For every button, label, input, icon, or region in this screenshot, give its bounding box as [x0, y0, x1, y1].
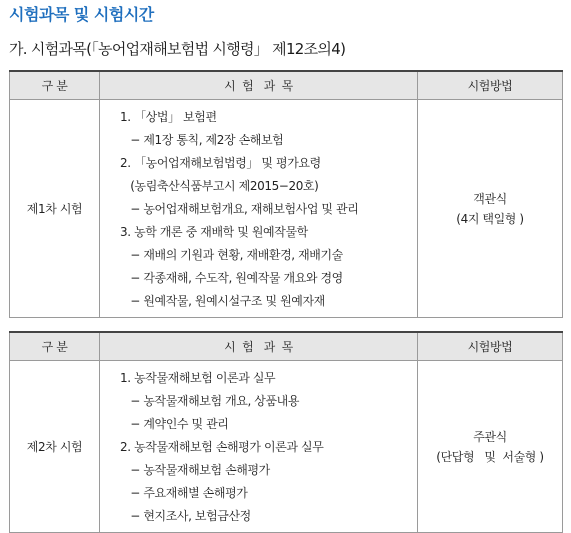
list-item: 2. 농작물재해보험 손해평가 이론과 실무	[120, 440, 324, 454]
method-detail: (4지 택일형 )	[456, 211, 524, 226]
list-item: − 현지조사, 보험금산정	[120, 509, 251, 523]
list-item: 1. 「상법」 보험편	[120, 110, 217, 124]
list-item: − 농어업재해보험개요, 재해보험사업 및 관리	[120, 202, 359, 216]
header-method: 시험방법	[418, 332, 563, 361]
method-cell	[418, 361, 563, 533]
method-cell	[418, 100, 563, 318]
subject-cell	[100, 100, 418, 318]
method-type: 객관식	[473, 191, 507, 206]
section-title: 가. 시험과목(「농어업재해보험법 시행령」 제12조의4)	[9, 40, 346, 58]
subject-list	[100, 100, 417, 317]
method-detail: (단답형 및 서술형 )	[436, 449, 544, 464]
header-subjects: 시 험 과 목	[100, 71, 418, 100]
table-header-row	[10, 332, 563, 361]
page-title: 시험과목 및 시험시간	[9, 5, 154, 24]
table-header-row	[10, 71, 563, 100]
list-item: − 계약인수 및 관리	[120, 417, 229, 431]
subject-list	[100, 361, 417, 532]
list-item: − 농작물재해보험 개요, 상품내용	[120, 394, 300, 408]
list-item: − 각종재해, 수도작, 원예작물 개요와 경영	[120, 271, 343, 285]
header-method: 시험방법	[418, 71, 563, 100]
list-item: − 농작물재해보험 손해평가	[120, 463, 270, 477]
subject-cell	[100, 361, 418, 533]
header-subjects: 시 험 과 목	[100, 332, 418, 361]
list-item: − 주요재해별 손해평가	[120, 486, 248, 500]
header-category: 구 분	[10, 71, 100, 100]
list-item: − 재배의 기원과 현황, 재배환경, 재배기술	[120, 248, 343, 262]
exam-table-first	[9, 70, 563, 318]
method-type: 주관식	[473, 429, 507, 444]
exam-name: 제1차 시험	[10, 100, 100, 318]
list-item: (농림축산식품부고시 제2015−20호)	[120, 179, 319, 193]
list-item: − 원예작물, 원예시설구조 및 원예자재	[120, 294, 325, 308]
header-category: 구 분	[10, 332, 100, 361]
exam-table-second	[9, 331, 563, 533]
table-row	[10, 361, 563, 533]
table-row	[10, 100, 563, 318]
list-item: − 제1장 통칙, 제2장 손해보험	[120, 133, 284, 147]
list-item: 1. 농작물재해보험 이론과 실무	[120, 371, 276, 385]
list-item: 3. 농학 개론 중 재배학 및 원예작물학	[120, 225, 308, 239]
exam-name: 제2차 시험	[10, 361, 100, 533]
list-item: 2. 「농어업재해보험법령」 및 평가요령	[120, 156, 321, 170]
